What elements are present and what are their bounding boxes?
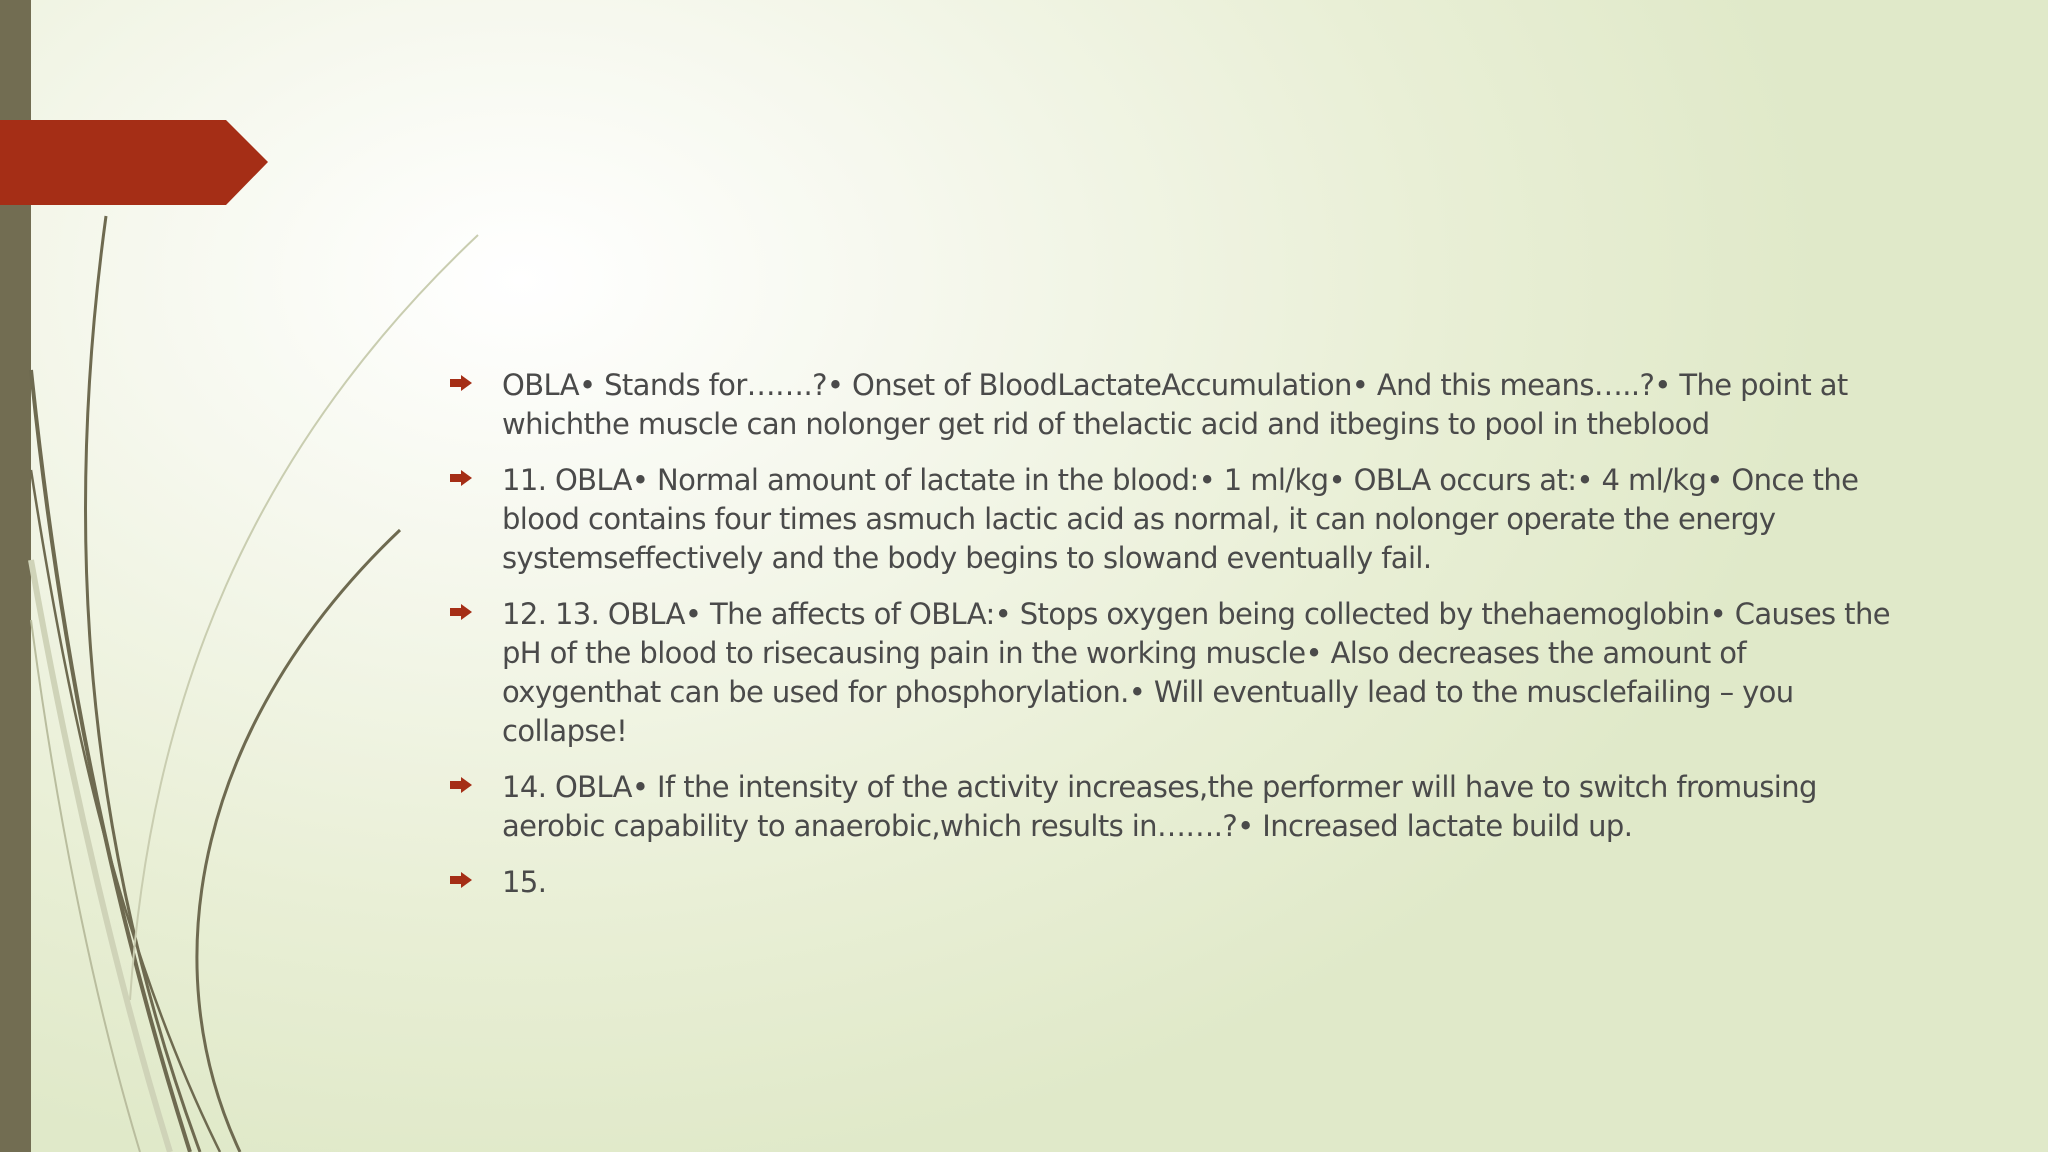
bullet-text: 12. 13. OBLA• The affects of OBLA:• Stops oxygen being collected by thehaemoglobin• Causes the pH of the blood to risecausing pain in the working muscle• Also decreases the amount of oxygenthat can be used for phosphorylation.• Will eventually lead to the musclefailing – you collapse! bbox=[502, 597, 1890, 748]
bullet-text: OBLA• Stands for…….?• Onset of BloodLactateAccumulation• And this means…..?• The point at whichthe muscle can nolonger get rid of thelactic acid and itbegins to pool in theblood bbox=[502, 368, 1848, 441]
list-item bbox=[450, 366, 1910, 444]
bullet-text: 14. OBLA• If the intensity of the activity increases,the performer will have to switch fromusing aerobic capability to anaerobic,which results in…….?• Increased lactate build up. bbox=[502, 770, 1817, 843]
list-item bbox=[450, 863, 1910, 902]
right-arrow-icon bbox=[450, 595, 502, 624]
right-arrow-icon bbox=[450, 366, 502, 395]
list-item bbox=[450, 595, 1910, 751]
right-arrow-icon bbox=[450, 461, 502, 490]
title-tab-shape bbox=[0, 120, 268, 205]
bullet-list bbox=[450, 366, 1910, 919]
list-item bbox=[450, 461, 1910, 578]
right-arrow-icon bbox=[450, 863, 502, 892]
bullet-text: 15. bbox=[502, 865, 547, 899]
list-item bbox=[450, 768, 1910, 846]
bullet-text: 11. OBLA• Normal amount of lactate in the blood:• 1 ml/kg• OBLA occurs at:• 4 ml/kg• Once the blood contains four times asmuch lactic acid as normal, it can nolonger operate the energy systemseffectively and the body begins to slowand eventually fail. bbox=[502, 463, 1859, 575]
right-arrow-icon bbox=[450, 768, 502, 797]
